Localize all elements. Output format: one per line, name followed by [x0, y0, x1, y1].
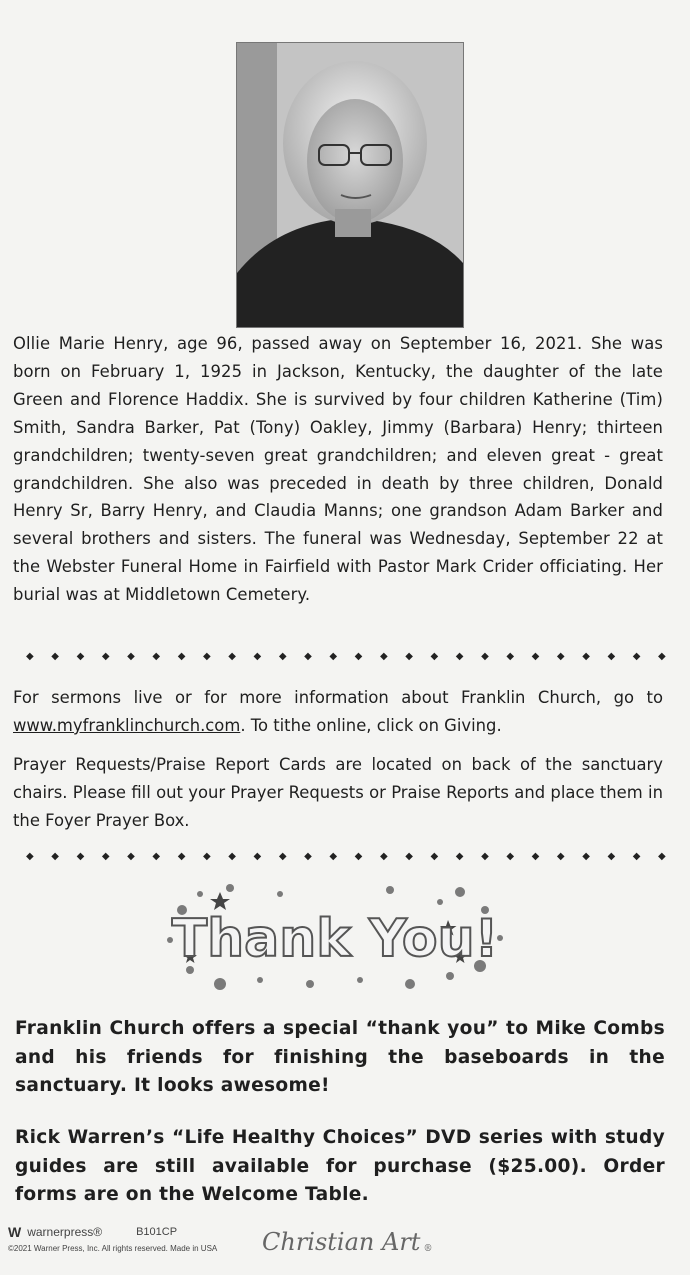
church-website-link[interactable]: www.myfranklinchurch.com: [13, 715, 241, 735]
copyright-line: ©2021 Warner Press, Inc. All rights reserved. Made in USA: [8, 1244, 218, 1253]
obituary-text: Ollie Marie Henry, age 96, passed away on September 16, 2021. She was born on February 1, 1925 in Jackson, Kentucky, the daughter of the late Green and Florence Haddix. She is survived by four children Katherine (Tim) Smith, Sandra Barker, Pat (Tony) Oakley, Jimmy (Barbara) Henry; thirteen grandchildren; twenty-seven great grandchildren; and eleven great - great grandchildren. She also was preceded in death by three children, Donald Henry Sr, Barry Henry, and Claudia Manns; one grandson Adam Barker and several brothers and sisters. The funeral was Wednesday, September 22 at the Webster Funeral Home in Fairfield with Pastor Mark Crider officiating. Her burial was at Middletown Cemetery.: [13, 334, 663, 605]
portrait-photo: [236, 42, 464, 328]
diamond-divider-bottom: ◆ ◆ ◆ ◆ ◆ ◆ ◆ ◆ ◆ ◆ ◆ ◆ ◆ ◆ ◆ ◆ ◆ ◆ ◆ ◆ ◆ ◆ ◆ ◆ ◆ ◆: [26, 851, 666, 862]
portrait-illustration: [237, 43, 463, 327]
sermons-info: [13, 684, 663, 740]
thanks-note: Franklin Church offers a special “thank you” to Mike Combs and his friends for finishing the baseboards in the sanctuary. It looks awesome!: [15, 1018, 665, 1096]
thank-you-text: Thank You!: [171, 909, 499, 969]
prayer-requests-info: Prayer Requests/Praise Report Cards are located on back of the sanctuary chairs. Please fill out your Prayer Requests or Praise Reports and place them in the Foyer Prayer Box.: [13, 755, 663, 830]
publisher-footer: [8, 1224, 217, 1253]
dvd-series-note: Rick Warren’s “Life Healthy Choices” DVD series with study guides are still available for purchase ($25.00). Order forms are on the Welcome Table.: [15, 1127, 665, 1205]
sermons-text-before: For sermons live or for more information about Franklin Church, go to: [13, 688, 663, 707]
warner-press-logo-icon: W: [8, 1224, 22, 1240]
warner-press-name: warnerpress®: [27, 1225, 103, 1239]
sermons-text-after: . To tithe online, click on Giving.: [240, 715, 502, 735]
christian-art-logo: Christian Art ®: [262, 1228, 433, 1256]
diamond-divider-top: ◆ ◆ ◆ ◆ ◆ ◆ ◆ ◆ ◆ ◆ ◆ ◆ ◆ ◆ ◆ ◆ ◆ ◆ ◆ ◆ ◆ ◆ ◆ ◆ ◆ ◆: [26, 651, 666, 662]
thank-you-graphic: [160, 880, 510, 995]
product-code: B101CP: [136, 1226, 178, 1238]
